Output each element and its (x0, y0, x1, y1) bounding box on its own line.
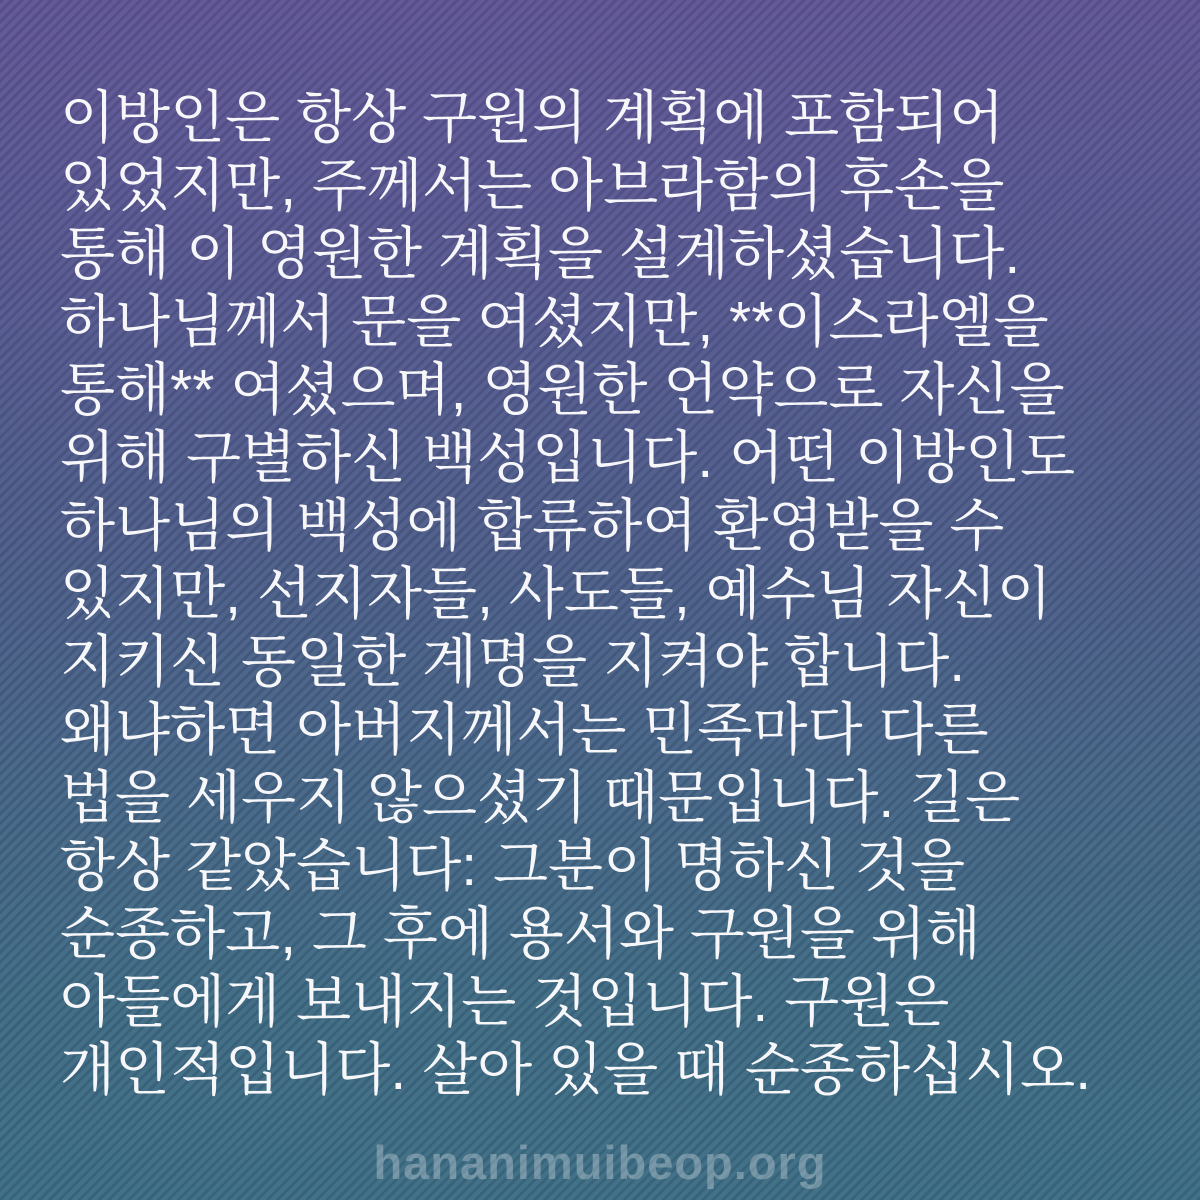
quote-line: 통해 이 영원한 계획을 설계하셨습니다. (60, 222, 1021, 286)
quote-line: 있었지만, 주께서는 아브라함의 후손을 (60, 154, 1005, 218)
quote-line: 항상 같았습니다: 그분이 명하신 것을 (60, 834, 966, 898)
watermark-url: hananimuibeop.org (373, 1136, 827, 1189)
quote-line: 있지만, 선지자들, 사도들, 예수님 자신이 (60, 562, 1052, 626)
quote-line: 통해** 여셨으며, 영원한 언약으로 자신을 (60, 358, 1065, 422)
quote-line: 순종하고, 그 후에 용서와 구원을 위해 (60, 902, 981, 966)
quote-line: 이방인은 항상 구원의 계획에 포함되어 (60, 86, 1005, 150)
quote-line: 하나님의 백성에 합류하여 환영받을 수 (60, 494, 1005, 558)
quote-line: 아들에게 보내지는 것입니다. 구원은 (60, 970, 950, 1034)
quote-line: 왜냐하면 아버지께서는 민족마다 다른 (60, 698, 989, 762)
quote-line: 개인적입니다. 살아 있을 때 순종하십시오. (60, 1038, 1092, 1102)
quote-card (60, 84, 1172, 1104)
quote-line: 법을 세우지 않으셨기 때문입니다. 길은 (60, 766, 1021, 830)
quote-line: 위해 구별하신 백성입니다. 어떤 이방인도 (60, 426, 1076, 490)
quote-line: 지키신 동일한 계명을 지켜야 합니다. (60, 630, 966, 694)
quote-line: 하나님께서 문을 여셨지만, **이스라엘을 (60, 290, 1049, 354)
